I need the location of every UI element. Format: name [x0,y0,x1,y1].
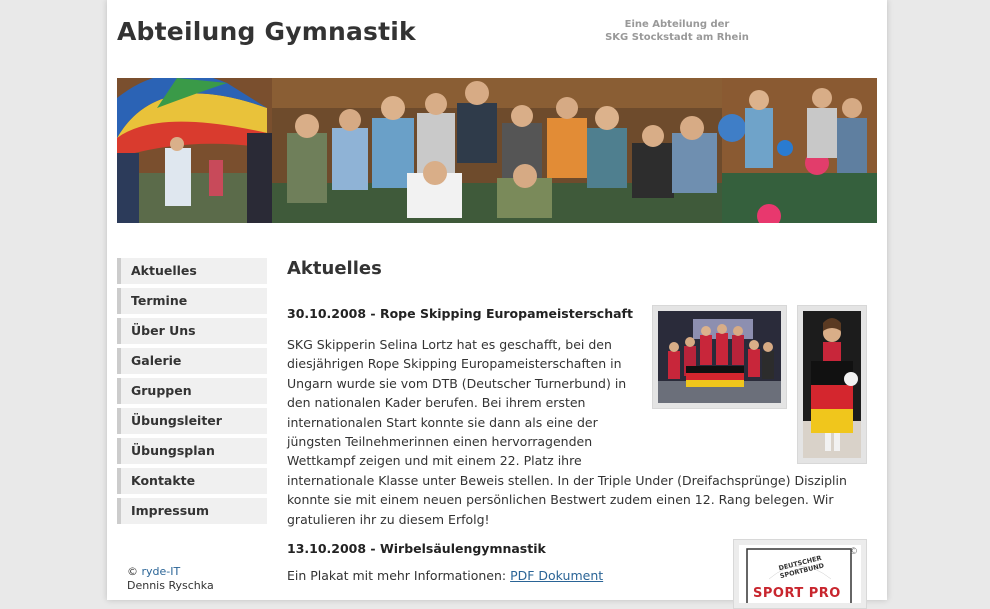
post-1-body-wrap [287,335,869,529]
credit-name: Dennis Ryschka [127,579,214,592]
post-poster-image[interactable] [733,539,867,609]
page-heading: Aktuelles [287,258,382,279]
post-title: 13.10.2008 - Wirbelsäulengymnastik [287,541,546,556]
nav-item-galerie[interactable]: Galerie [117,348,267,374]
poster-logo-text: SPORT PRO [753,586,841,601]
post-body [287,566,707,585]
credit-prefix: © [127,565,142,578]
site-title: Abteilung Gymnastik [117,17,416,46]
nav-item-uebungsleiter[interactable]: Übungsleiter [117,408,267,434]
poster-copyright: © [849,547,858,557]
post-2 [287,541,707,585]
nav-item-impressum[interactable]: Impressum [117,498,267,524]
footer-credit [127,565,214,593]
main-content [287,258,867,279]
site-tagline [577,18,777,44]
pdf-document-link[interactable]: PDF Dokument [510,568,604,583]
nav-item-kontakte[interactable]: Kontakte [117,468,267,494]
post-body-text: Ein Plakat mit mehr Informationen: [287,568,511,583]
nav-item-aktuelles[interactable]: Aktuelles [117,258,267,284]
sidebar-nav [117,258,267,528]
nav-item-uebungsplan[interactable]: Übungsplan [117,438,267,464]
tagline-line-1: Eine Abteilung der [624,19,730,30]
credit-link[interactable]: ryde-IT [141,565,181,578]
header-banner-image [117,78,877,223]
nav-item-termine[interactable]: Termine [117,288,267,314]
tagline-line-2: SKG Stockstadt am Rhein [605,32,749,43]
nav-item-gruppen[interactable]: Gruppen [117,378,267,404]
nav-item-ueber-uns[interactable]: Über Uns [117,318,267,344]
post-title: 30.10.2008 - Rope Skipping Europameisterschaft [287,306,633,321]
post-1 [287,306,647,321]
post-body: SKG Skipperin Selina Lortz hat es geschafft, bei den diesjährigen Rope Skipping Europameisterschaften in Ungarn wurde sie vom DTB (Deutscher Turnerbund) in den nationalen Kader berufen. Bei ihrem ersten internationalen Start konnte sie dann als eine der jüngsten Teilnehmerinnen einen hervorragenden Wettkampf zeigen und mit einem 22. Platz ihre internationale Klasse unter Beweis stellen. In der Triple Under (Dreifachsprünge) Disziplin konnte sie mit einem neuen persönlichen Bestwert zudem einen 12. Rang belegen. Wir gratulieren ihr zu diesem Erfolg! [287,337,847,527]
photo-float-spacer [634,335,869,461]
poster-org-text: DEUTSCHER SPORTBUND [777,553,825,581]
page-container [107,0,887,600]
